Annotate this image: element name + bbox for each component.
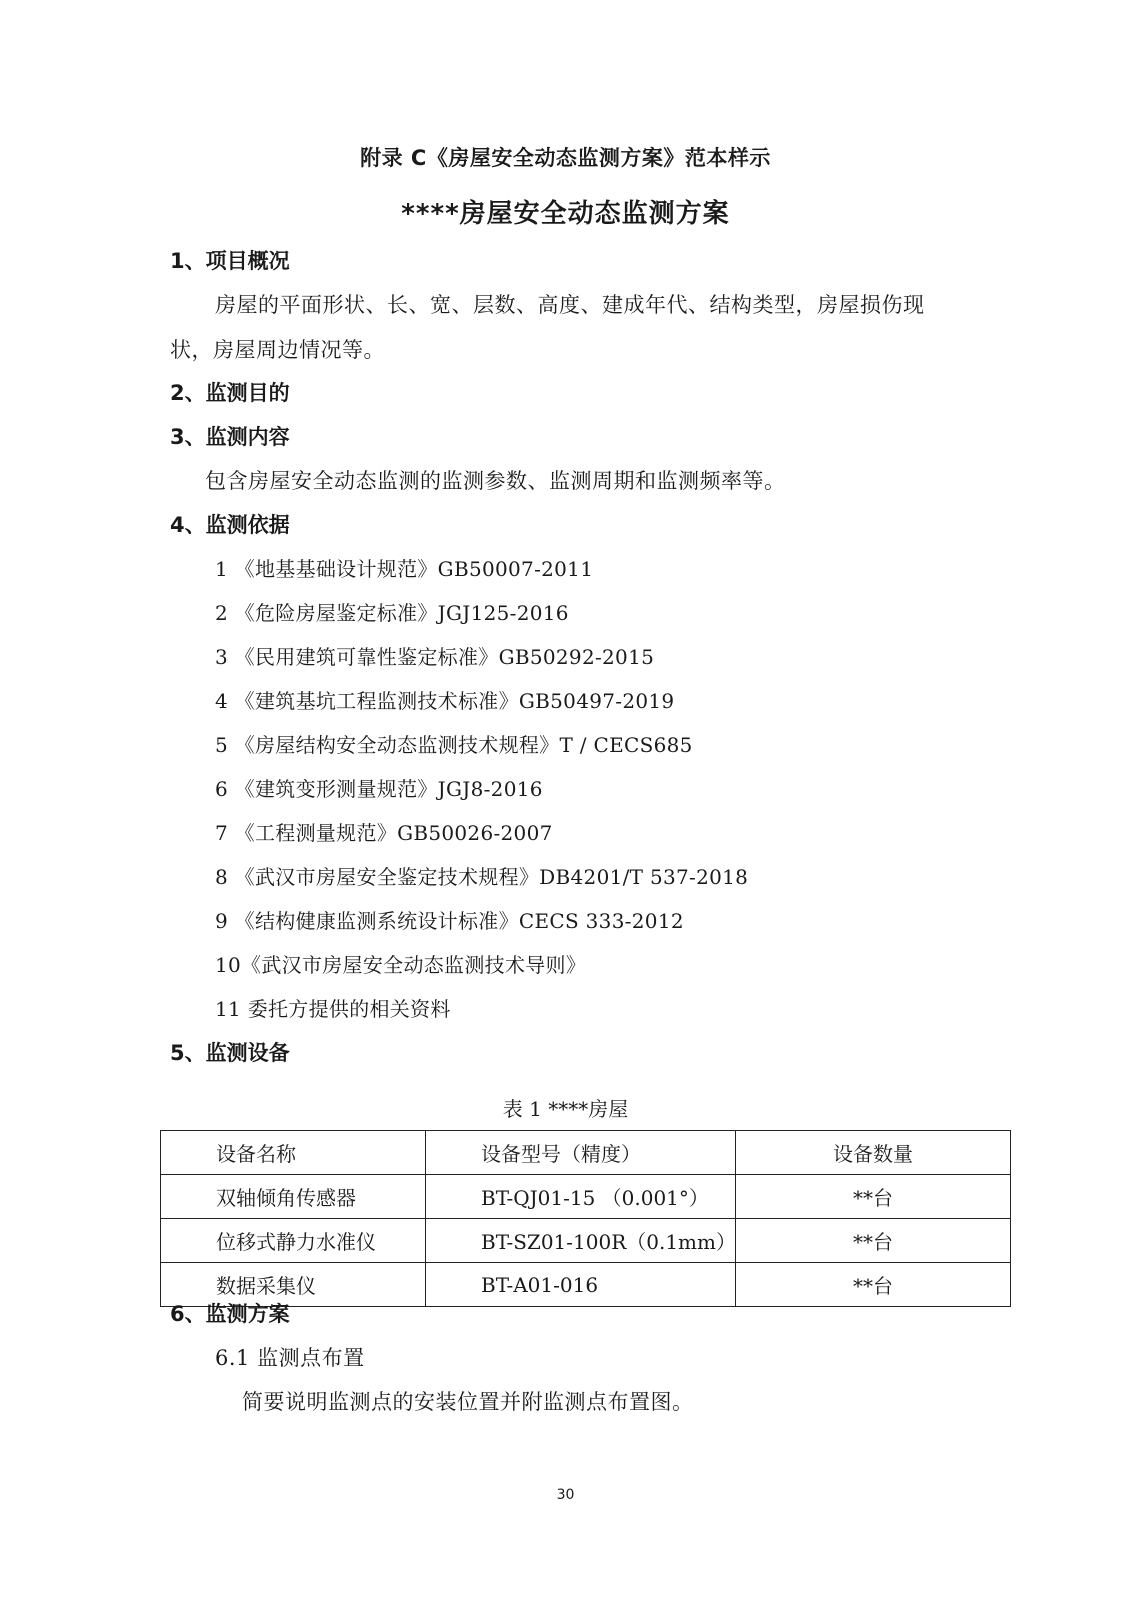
table-row: [161, 1175, 1011, 1219]
table-cell: **台: [736, 1175, 1011, 1219]
table-header-cell: 设备名称: [161, 1131, 426, 1175]
section-1-paragraph-line-2: 状，房屋周边情况等。: [170, 338, 385, 362]
section-5-heading: 5、监测设备: [170, 1041, 290, 1065]
section-6-1-paragraph: 简要说明监测点的安装位置并附监测点布置图。: [242, 1390, 694, 1414]
table-cell: 位移式静力水准仪: [161, 1219, 426, 1263]
reference-item: 3 《民用建筑可靠性鉴定标准》GB50292-2015: [215, 645, 655, 669]
reference-item: 10《武汉市房屋安全动态监测技术导则》: [215, 953, 587, 977]
section-3-paragraph: 包含房屋安全动态监测的监测参数、监测周期和监测频率等。: [205, 469, 786, 493]
table-cell: 双轴倾角传感器: [161, 1175, 426, 1219]
reference-item: 11 委托方提供的相关资料: [215, 997, 451, 1021]
reference-item: 6 《建筑变形测量规范》JGJ8-2016: [215, 777, 543, 801]
reference-item: 1 《地基基础设计规范》GB50007-2011: [215, 557, 594, 581]
reference-item: 9 《结构健康监测系统设计标准》CECS 333-2012: [215, 909, 684, 933]
section-3-heading: 3、监测内容: [170, 425, 290, 449]
table-row: [161, 1219, 1011, 1263]
section-6-1-heading: 6.1 监测点布置: [215, 1346, 365, 1370]
table-header-row: [161, 1131, 1011, 1175]
reference-item: 7 《工程测量规范》GB50026-2007: [215, 821, 553, 845]
page-number: 30: [556, 1487, 575, 1503]
table-cell: BT-SZ01-100R（0.1mm）: [426, 1219, 736, 1263]
table-cell: **台: [736, 1219, 1011, 1263]
section-1-heading: 1、项目概况: [170, 249, 290, 273]
table-cell: BT-QJ01-15 （0.001°）: [426, 1175, 736, 1219]
section-4-heading: 4、监测依据: [170, 513, 290, 537]
document-title: ****房屋安全动态监测方案: [401, 199, 730, 229]
reference-item: 8 《武汉市房屋安全鉴定技术规程》DB4201/T 537-2018: [215, 865, 749, 889]
section-2-heading: 2、监测目的: [170, 381, 290, 405]
reference-item: 5 《房屋结构安全动态监测技术规程》T / CECS685: [215, 733, 693, 757]
table-caption: 表 1 ****房屋: [502, 1097, 629, 1121]
equipment-table: [160, 1130, 1011, 1307]
table-cell: 数据采集仪: [161, 1263, 426, 1307]
appendix-title: 附录 C《房屋安全动态监测方案》范本样示: [360, 146, 771, 170]
table-cell: BT-A01-016: [426, 1263, 736, 1307]
table-cell: **台: [736, 1263, 1011, 1307]
section-6-heading: 6、监测方案: [170, 1302, 290, 1326]
reference-item: 4 《建筑基坑工程监测技术标准》GB50497-2019: [215, 689, 675, 713]
section-1-paragraph-line-1: 房屋的平面形状、长、宽、层数、高度、建成年代、结构类型，房屋损伤现: [215, 293, 925, 317]
table-header-cell: 设备型号（精度）: [426, 1131, 736, 1175]
table-header-cell: 设备数量: [736, 1131, 1011, 1175]
reference-item: 2 《危险房屋鉴定标准》JGJ125-2016: [215, 601, 569, 625]
